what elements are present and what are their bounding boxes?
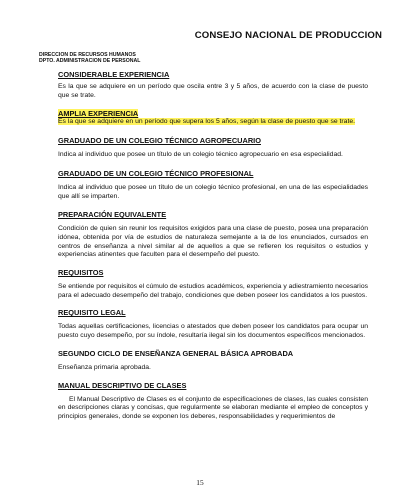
section-graduado-agropecuario [58,136,368,160]
section-heading: REQUISITOS [58,268,104,278]
section-requisitos [58,268,368,300]
section-heading: GRADUADO DE UN COLEGIO TÉCNICO PROFESIONAL [58,168,254,178]
organization-title: CONSEJO NACIONAL DE PRODUCCION [194,30,382,41]
section-heading: GRADUADO DE UN COLEGIO TÉCNICO AGROPECUARIO [58,136,261,146]
section-considerable-experiencia [58,70,368,100]
section-body: El Manual Descriptivo de Clases es el conjunto de especificaciones de clases, las cuales consisten en descripciones claras y concisas, que regularmente se elaboran mediante el empleo de conceptos y principios generales, donde se exponen los deberes, responsabilidades y requerimientos de [58,395,368,420]
section-heading: SEGUNDO CICLO DE ENSEÑANZA GENERAL BÁSICA APROBADA [58,348,294,358]
section-body: Condición de quien sin reunir los requisitos exigidos para una clase de puesto, posea una preparación idónea, obtenida por vía de estudios de naturaleza semejante a la de los enunciados, cursados en centros de enseñanza a nivel similar al de aquellos a que se refieren los requisitos o estudios y experiencias atinentes que faculten para el desempeño del puesto. [58,225,368,259]
department-header [39,52,140,65]
section-heading: PREPARACIÓN EQUIVALENTE [58,210,167,220]
section-body: Indica al individuo que posee un título de un colegio técnico profesional, en una de las especialidades que allí se imparten. [58,183,368,200]
section-heading-highlighted: AMPLIA EXPERIENCIA [58,109,139,119]
department-line-2: DPTO. ADMINISTRACION DE PERSONAL [39,58,141,65]
page-number: 15 [196,478,204,487]
section-body: Es la que se adquiere en un período que oscila entre 3 y 5 años, de acuerdo con la clase de puesto que se trate. [58,83,368,99]
section-preparacion-equivalente [58,210,368,260]
section-body: Se entiende por requisitos el cúmulo de estudios académicos, experiencia y adiestramiento necesarios para el adecuado desempeño del trabajo, condiciones que deben poseer los candidatos a los puestos. [58,283,368,299]
section-body-highlighted: Es la que se adquiere en un período que supera los 5 años, según la clase de puesto que se trate. [58,118,356,126]
section-heading: CONSIDERABLE EXPERIENCIA [58,70,170,79]
department-line-1: DIRECCION DE RECURSOS HUMANOS [39,52,136,58]
section-amplia-experiencia [58,109,368,127]
section-body: Todas aquellas certificaciones, licencias o atestados que deben poseer los candidatos para ocupar un puesto cuyo desempeño, por su índole, resultaría ilegal sin los documentos específicos mencionados. [58,323,368,340]
document-body [58,70,368,422]
section-requisito-legal [58,308,368,340]
section-heading: REQUISITO LEGAL [58,308,126,318]
section-graduado-profesional [58,169,368,201]
section-heading: MANUAL DESCRIPTIVO DE CLASES [58,380,187,390]
section-body: Indica al individuo que posee un título de un colegio técnico agropecuario en esa especialidad. [58,151,343,159]
section-body: Enseñanza primaria aprobada. [58,363,151,371]
section-segundo-ciclo [58,349,368,373]
section-manual-descriptivo [58,381,368,422]
